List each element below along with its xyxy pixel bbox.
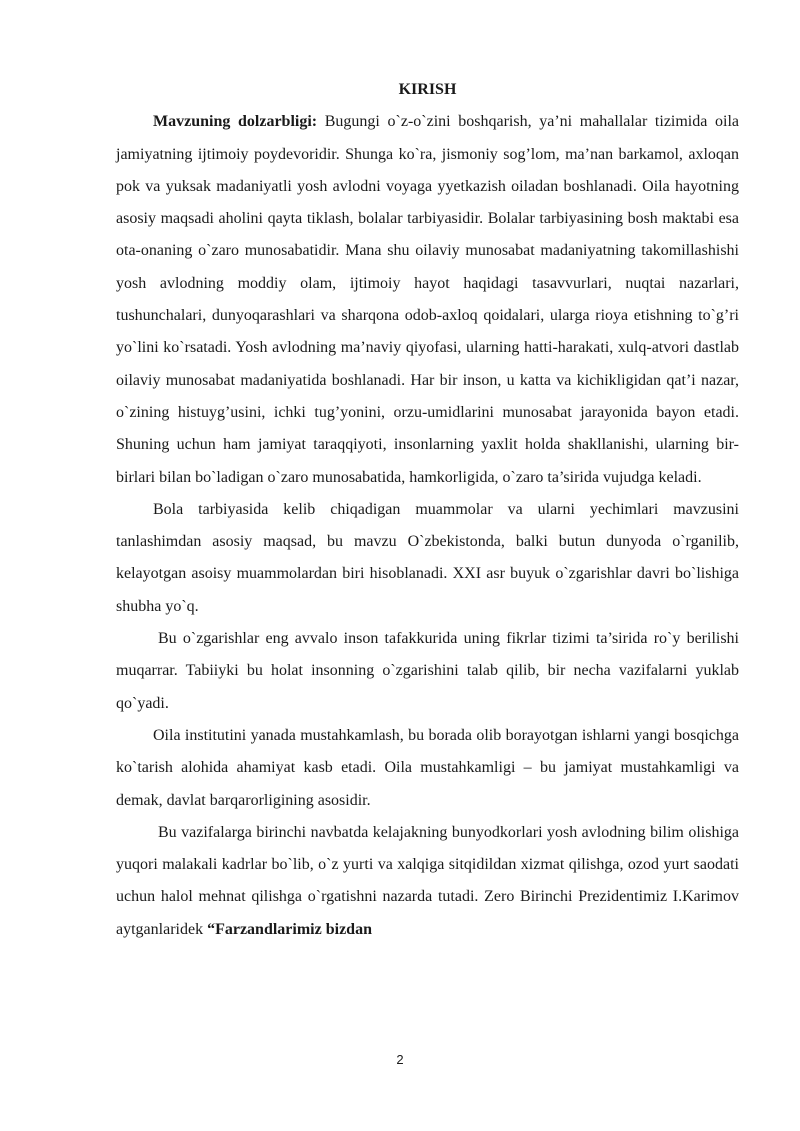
relevance-lead: Mavzuning dolzarbligi: <box>153 113 318 131</box>
paragraph-text: Bola tarbiyasida kelib chiqadigan muammolar va ularni yechimlari mavzusini tanlashimdan asosiy maqsad, bu mavzu O`zbekistonda, balki butun dunyoda o`rganilib, kelayotgan asoisy muammolardan biri hisoblanadi. XXI asr buyuk o`zgarishlar davri bo`lishiga shubha yo`q. <box>116 500 739 615</box>
paragraph-family-institute <box>116 720 739 817</box>
paragraph-text: Oila institutini yanada mustahkamlash, bu borada olib borayotgan ishlarni yangi bosqichga ko`tarish alohida ahamiyat kasb etadi. Oila mustahkamligi – bu jamiyat mustahkamligi va demak, davlat barqarorligining asosidir. <box>116 726 739 809</box>
quote-start: “Farzandlarimiz bizdan <box>207 920 372 938</box>
page-number: 2 <box>396 1052 404 1067</box>
paragraph-text: Bu o`zgarishlar eng avvalo inson tafakkurida uning fikrlar tizimi ta’sirida ro`y berilishi muqarrar. Tabiiyki bu holat insonning o`zgarishini talab qilib, bir necha vazifalarni yuklab qo`yadi. <box>116 630 739 712</box>
paragraph-topic-choice <box>116 494 739 623</box>
paragraph-text: Bugungi o`z-o`zini boshqarish, ya’ni mahallalar tizimida oila jamiyatning ijtimoiy poydevoridir. Shunga ko`ra, jismoniy sog’lom, ma’nan barkamol, axloqan pok va yuksak madaniyatli yosh avlodni voyaga yyetkazish oiladan boshlanadi. Oila hayotning asosiy maqsadi aholini qayta tiklash, bolalar tarbiyasidir. Bolalar tarbiyasining bosh maktabi esa ota-onaning o`zaro munosabatidir. Mana shu oilaviy munosabat madaniyatning takomillashishi yosh avlodning moddiy olam, ijtimoiy hayot haqidagi tasavvurlari, nuqtai nazarlari, tushunchalari, dunyoqarashlari va sharqona odob-axloq qoidalari, ularga rioya etishning to`g’ri yo`lini ko`rsatadi. Yosh avlodning ma’naviy qiyofasi, ularning hatti-harakati, xulq-atvori dastlab oilaviy munosabat madaniyatida boshlanadi. Har bir inson, u katta va kichikligidan qat’i nazar, o`zining histuyg’usini, ichki tug’yonini, orzu-umidlarini munosabat jarayonida bayon etadi. Shuning uchun ham jamiyat taraqqiyoti, insonlarning yaxlit holda shakllanishi, ularning bir-birlari bilan bo`ladigan o`zaro munosabatida, hamkorligida, o`zaro ta’sirida vujudga keladi. <box>116 113 739 486</box>
document-page <box>116 74 739 946</box>
paragraph-relevance <box>116 106 739 494</box>
section-title: KIRISH <box>398 81 457 98</box>
paragraph-changes <box>116 623 739 720</box>
paragraph-tasks <box>116 817 739 946</box>
paragraph-text: Bu vazifalarga birinchi navbatda kelajakning bunyodkorlari yosh avlodning bilim olishiga yuqori malakali kadrlar bo`lib, o`z yurti va xalqiga sitqidildan xizmat qilishga, ozod yurt saodati uchun halol mehnat qilishga o`rgatishni nazarda tutadi. Zero Birinchi Prezidentimiz I.Karimov aytganlaridek <box>116 823 739 938</box>
